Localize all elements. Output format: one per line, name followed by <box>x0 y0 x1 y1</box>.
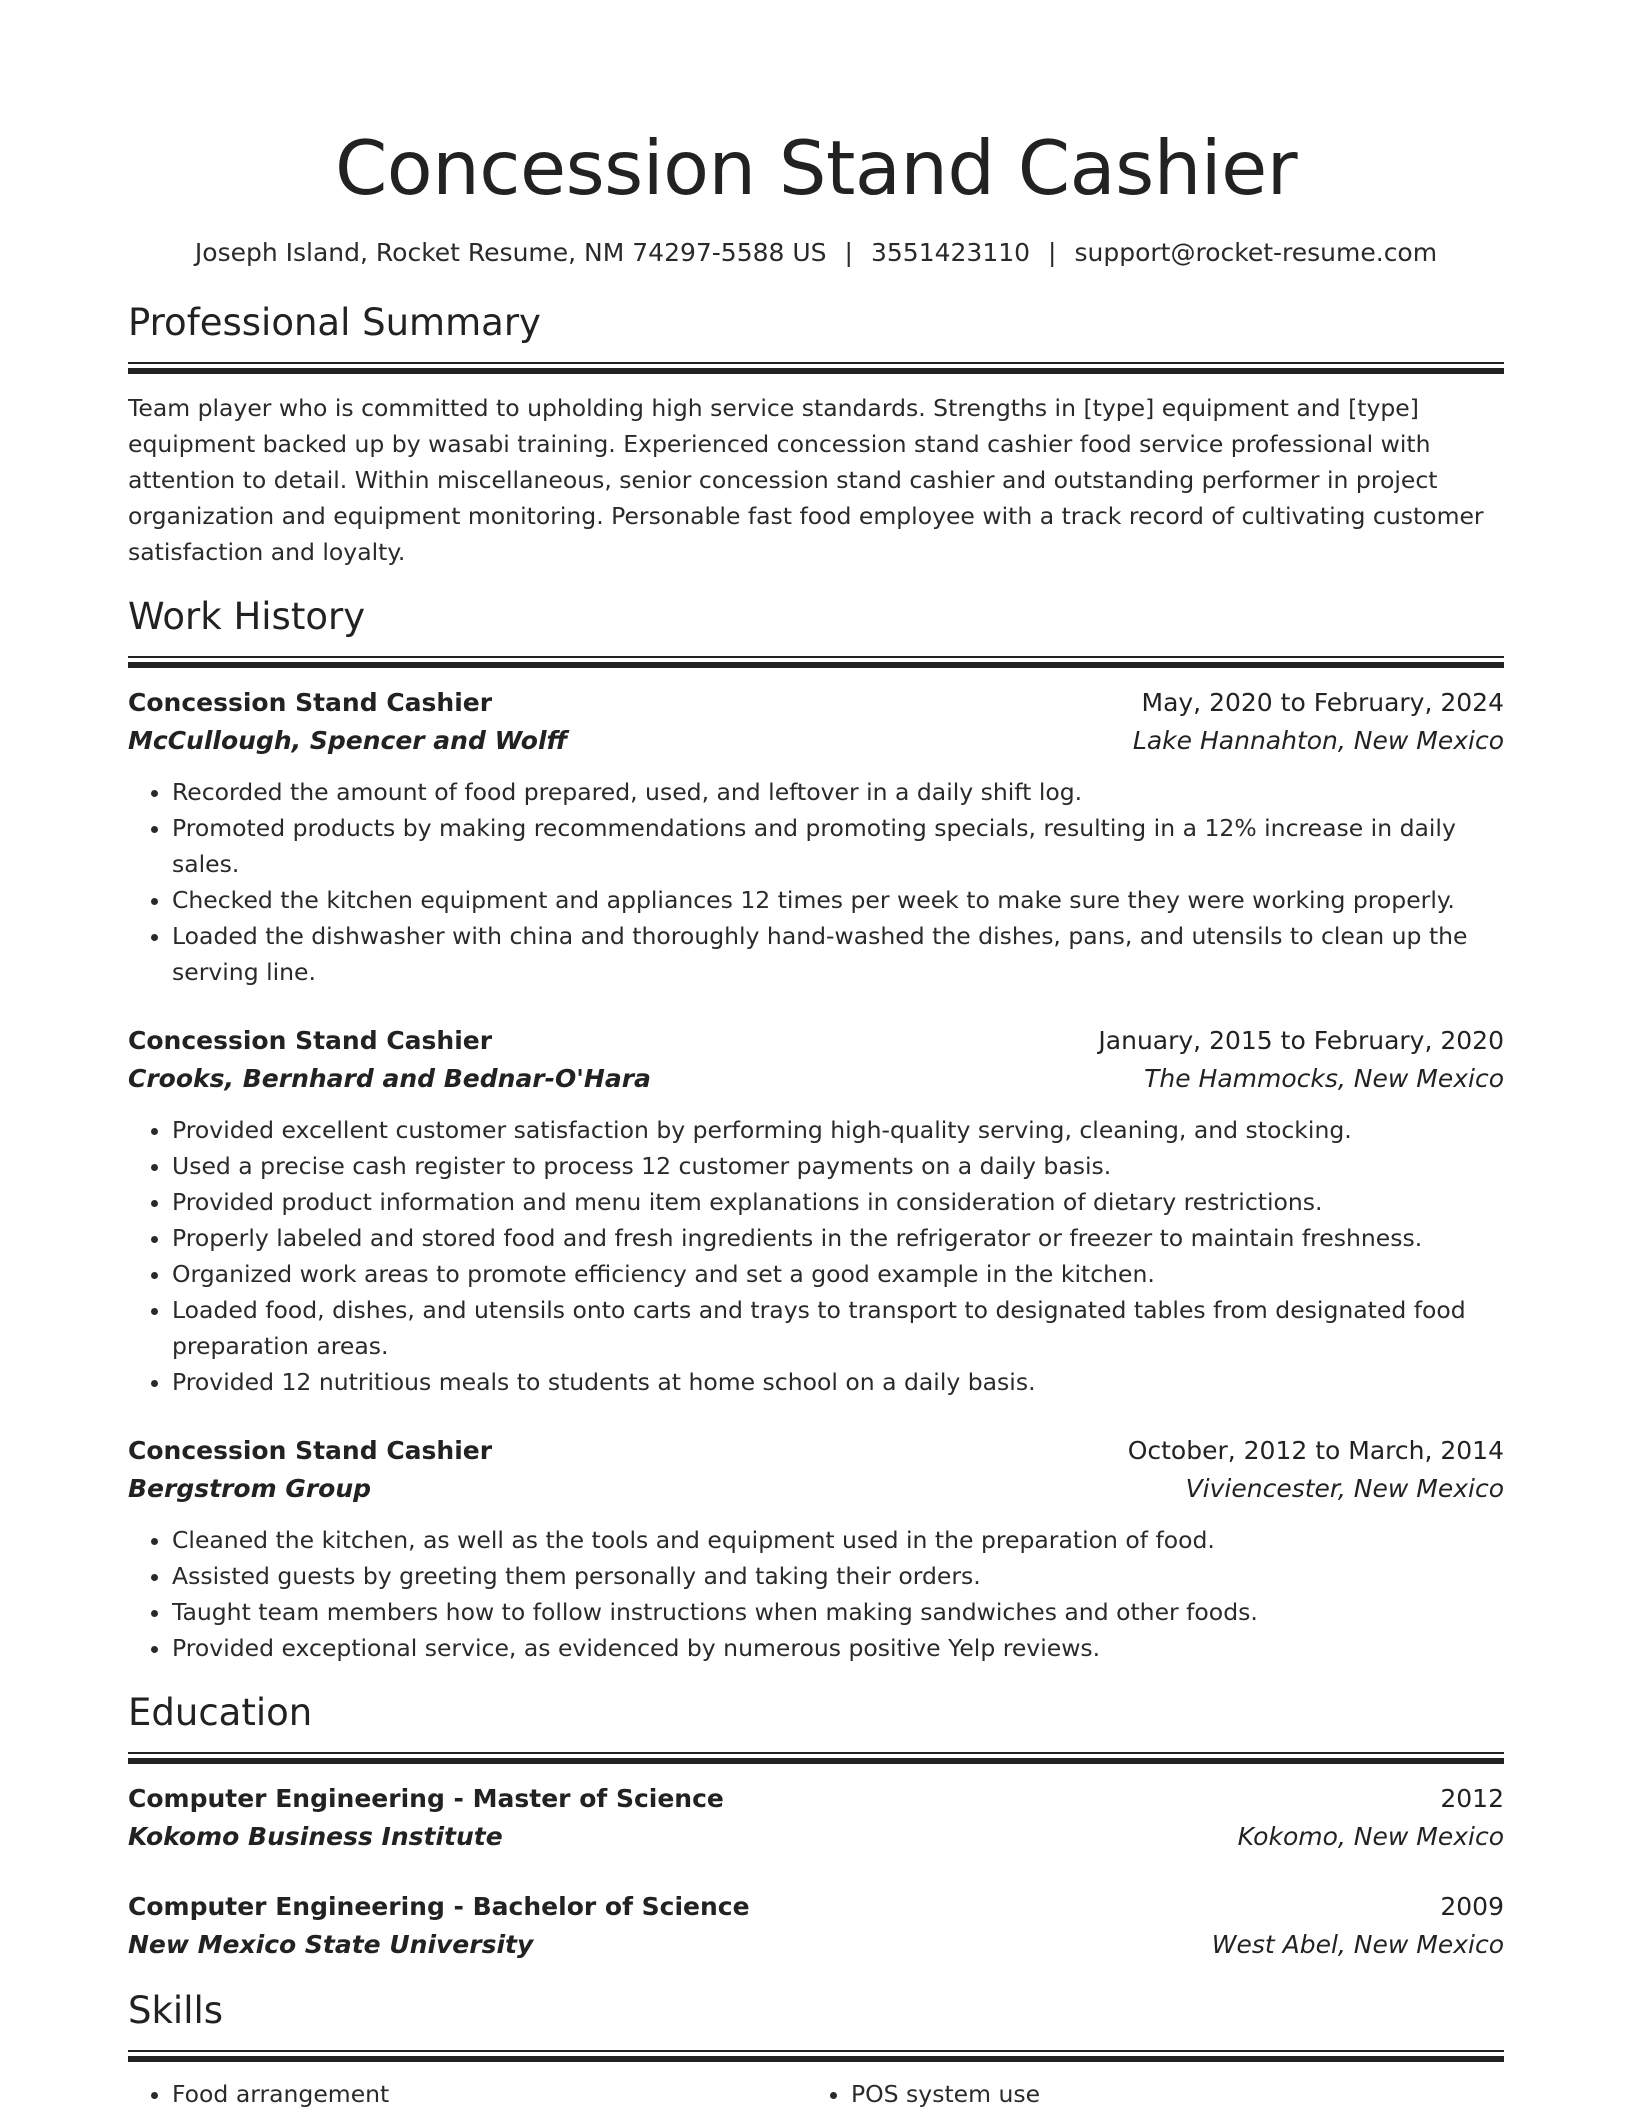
job-company: Crooks, Bernhard and Bednar-O'Hara <box>128 1064 651 1093</box>
summary-section <box>128 298 1504 570</box>
job-duties-list <box>128 1112 1504 1400</box>
job-header <box>128 1022 1504 1060</box>
contact-separator: | <box>1048 238 1057 267</box>
work-history-section <box>128 592 1504 1666</box>
skills-grid <box>128 2076 1504 2112</box>
section-divider <box>128 1752 1504 1764</box>
job-title: Concession Stand Cashier <box>128 1026 493 1055</box>
job-dates: May, 2020 to February, 2024 <box>1141 688 1504 717</box>
list-item: • Recorded the amount of food prepared, used, and leftover in a daily shift log. <box>172 774 1504 810</box>
resume-page <box>128 0 1504 2112</box>
section-title-summary: Professional Summary <box>128 301 541 344</box>
job-title: Concession Stand Cashier <box>128 688 493 717</box>
job-subheader <box>128 1470 1504 1508</box>
education-subheader <box>128 1926 1504 1964</box>
education-entry <box>128 1780 1504 1856</box>
job-subheader <box>128 1060 1504 1098</box>
education-year: 2012 <box>1440 1784 1504 1813</box>
job-entry <box>128 684 1504 990</box>
contact-line <box>128 236 1504 270</box>
job-subheader <box>128 722 1504 760</box>
education-header <box>128 1780 1504 1818</box>
skills-column-left <box>128 2076 807 2112</box>
education-school: Kokomo Business Institute <box>128 1822 503 1851</box>
job-company: McCullough, Spencer and Wolff <box>128 726 568 755</box>
section-title-skills: Skills <box>128 1989 224 2032</box>
education-degree: Computer Engineering - Master of Science <box>128 1784 724 1813</box>
job-dates: January, 2015 to February, 2020 <box>1098 1026 1504 1055</box>
section-divider <box>128 656 1504 668</box>
list-item: • Properly labeled and stored food and fresh ingredients in the refrigerator or freezer to maintain freshness. <box>172 1220 1504 1256</box>
list-item: • Cleaned the kitchen, as well as the tools and equipment used in the preparation of food. <box>172 1522 1504 1558</box>
skill-item: • POS system use <box>851 2076 1486 2112</box>
list-item: • Used a precise cash register to process 12 customer payments on a daily basis. <box>172 1148 1504 1184</box>
section-divider <box>128 362 1504 374</box>
section-title-work-history: Work History <box>128 595 366 638</box>
skills-section <box>128 1986 1504 2112</box>
education-location: West Abel, New Mexico <box>1211 1930 1504 1959</box>
list-item: • Provided excellent customer satisfaction by performing high-quality serving, cleaning, and stocking. <box>172 1112 1504 1148</box>
job-location: The Hammocks, New Mexico <box>1144 1064 1504 1093</box>
section-title-education: Education <box>128 1691 313 1734</box>
contact-phone: 3551423110 <box>870 238 1031 267</box>
education-section <box>128 1688 1504 1964</box>
list-item: • Promoted products by making recommendations and promoting specials, resulting in a 12% increase in daily sales. <box>172 810 1504 882</box>
job-header <box>128 684 1504 722</box>
job-location: Lake Hannahton, New Mexico <box>1132 726 1504 755</box>
summary-text: Team player who is committed to upholding high service standards. Strengths in [type] equipment and [type] equipment backed up by wasabi training. Experienced concession stand cashier food service professional with attention to detail. Within miscellaneous, senior concession stand cashier and outstanding performer in project organization and equipment monitoring. Personable fast food employee with a track record of cultivating customer satisfaction and loyalty. <box>128 394 1484 566</box>
list-item: • Loaded the dishwasher with china and thoroughly hand-washed the dishes, pans, and utensils to clean up the serving line. <box>172 918 1504 990</box>
job-entry <box>128 1432 1504 1666</box>
list-item: • Assisted guests by greeting them personally and taking their orders. <box>172 1558 1504 1594</box>
section-divider <box>128 2050 1504 2062</box>
job-entry <box>128 1022 1504 1400</box>
list-item: • Organized work areas to promote efficiency and set a good example in the kitchen. <box>172 1256 1504 1292</box>
list-item: • Loaded food, dishes, and utensils onto carts and trays to transport to designated tables from designated food preparation areas. <box>172 1292 1504 1364</box>
education-subheader <box>128 1818 1504 1856</box>
list-item: • Provided product information and menu item explanations in consideration of dietary restrictions. <box>172 1184 1504 1220</box>
education-location: Kokomo, New Mexico <box>1237 1822 1504 1851</box>
job-location: Viviencester, New Mexico <box>1185 1474 1504 1503</box>
education-degree: Computer Engineering - Bachelor of Science <box>128 1892 750 1921</box>
job-duties-list <box>128 774 1504 990</box>
list-item: • Taught team members how to follow instructions when making sandwiches and other foods. <box>172 1594 1504 1630</box>
job-dates: October, 2012 to March, 2014 <box>1127 1436 1504 1465</box>
contact-address: Joseph Island, Rocket Resume, NM 74297-5588 US <box>194 238 827 267</box>
education-year: 2009 <box>1440 1892 1504 1921</box>
list-item: • Provided 12 nutritious meals to students at home school on a daily basis. <box>172 1364 1504 1400</box>
contact-email: support@rocket-resume.com <box>1074 238 1438 267</box>
education-entry <box>128 1888 1504 1964</box>
education-header <box>128 1888 1504 1926</box>
education-school: New Mexico State University <box>128 1930 534 1959</box>
skills-column-right <box>807 2076 1486 2112</box>
list-item: • Checked the kitchen equipment and appliances 12 times per week to make sure they were working properly. <box>172 882 1504 918</box>
skill-item: • Food arrangement <box>172 2076 807 2112</box>
job-header <box>128 1432 1504 1470</box>
resume-name: Concession Stand Cashier <box>334 124 1298 212</box>
list-item: • Provided exceptional service, as evidenced by numerous positive Yelp reviews. <box>172 1630 1504 1666</box>
job-company: Bergstrom Group <box>128 1474 372 1503</box>
contact-separator: | <box>844 238 853 267</box>
job-title: Concession Stand Cashier <box>128 1436 493 1465</box>
job-duties-list <box>128 1522 1504 1666</box>
